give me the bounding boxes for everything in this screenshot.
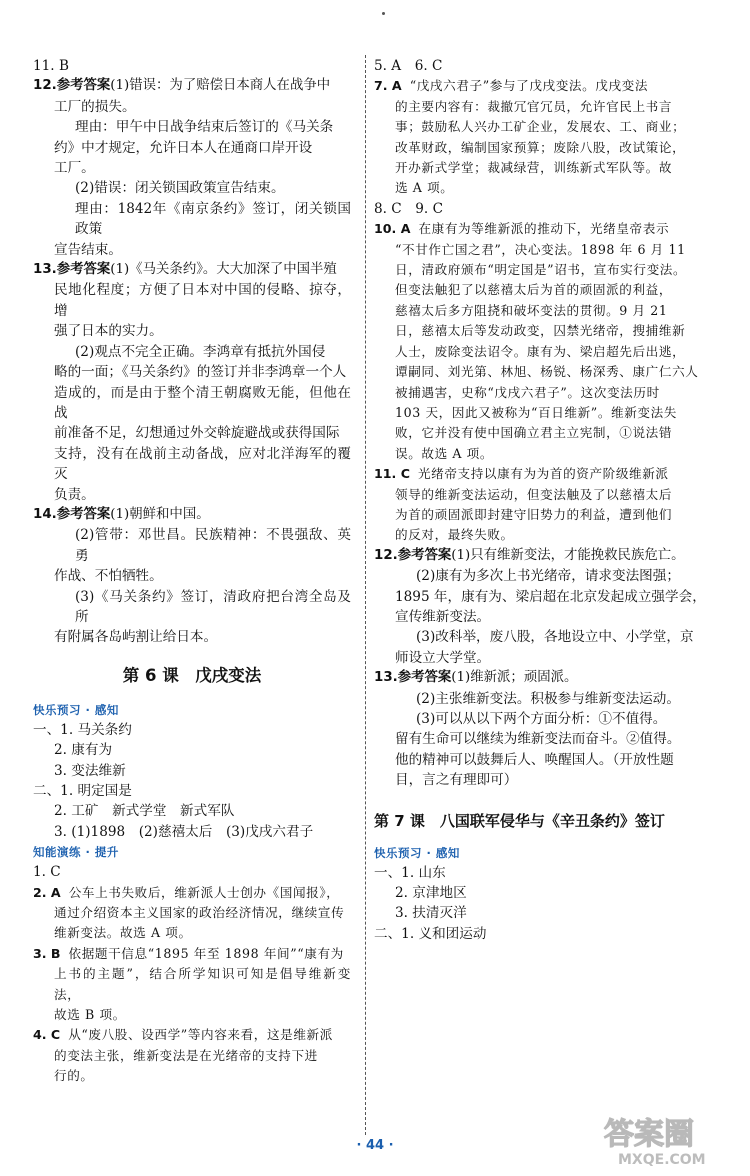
- text-line: 慈禧太后多方阻挠和破坏变法的贯彻。9 月 21: [395, 302, 668, 318]
- question-number: 12.: [374, 547, 398, 563]
- text-line: 事；鼓励私人兴办工矿企业，发展农、工、商业；: [395, 119, 686, 135]
- text-line: 但变法触犯了以慈禧太后为首的顽固派的利益，: [395, 282, 673, 298]
- text-line: 2. 工矿 新式学堂 新式军队: [54, 803, 235, 820]
- question-number: 2. A: [33, 884, 61, 900]
- section-heading: 快乐预习 · 感知: [374, 845, 460, 860]
- text-line: 通过介绍资本主义国家的政治经济情况，继续宣传: [54, 905, 345, 921]
- text-line: 作战、不怕牺牲。: [54, 568, 163, 585]
- answer-line: [374, 668, 724, 688]
- text-line: 改革财政，编制国家预算；废除八股，改试策论，: [395, 139, 686, 155]
- question-number: 12.: [33, 78, 57, 94]
- answer-text: (1)只有维新变法，才能挽救民族危亡。: [451, 547, 685, 563]
- text-line: 维新变法。故选 A 项。: [54, 925, 192, 941]
- question-number: 4. C: [33, 1027, 61, 1043]
- text-line: 一、1. 马关条约: [33, 721, 132, 738]
- text-line: 1895 年，康有为、梁启超在北京发起成立强学会，: [395, 588, 706, 605]
- text-line: 略的一面；《马关条约》的签订并非李鸿章一个人: [54, 364, 347, 381]
- answer-label: 参考答案: [397, 547, 452, 563]
- answer-label: 参考答案: [56, 262, 111, 278]
- text-line: 选 A 项。: [395, 180, 454, 196]
- watermark-logo: [600, 1108, 742, 1170]
- answer-line: [374, 546, 724, 566]
- text-line: 领导的维新变法运动，但变法触及了以慈禧太后: [395, 486, 673, 502]
- explanation-line: [374, 464, 724, 484]
- section-heading: 快乐预习 · 感知: [33, 702, 119, 717]
- explanation-line: [33, 883, 351, 903]
- explanation-line: [374, 76, 724, 96]
- answer-label: 参考答案: [56, 78, 111, 94]
- question-number: 10. A: [374, 221, 411, 237]
- text-line: 理由：1842年《南京条约》签订，闭关锁国政策: [75, 200, 351, 238]
- text-line: 日，清政府颁布“明定国是”诏书，宣布实行变法。: [395, 262, 687, 278]
- answer-line: [33, 260, 351, 280]
- question-number: 13.: [374, 670, 398, 686]
- text-line: 为首的顽固派即封建守旧势力的利益，遭到他们: [395, 506, 673, 522]
- answer-line: [33, 505, 351, 525]
- answer-text: (1)《马关条约》。大大加深了中国半殖: [110, 262, 337, 278]
- text-line: 宣传维新变法。: [395, 608, 491, 625]
- explanation-line: [33, 944, 351, 964]
- text-line: (2)康有为多次上书光绪帝，请求变法图强；: [416, 568, 680, 585]
- question-number: 11. C: [374, 466, 410, 482]
- text-line: (2)主张维新变法。积极参与维新变法运动。: [416, 690, 680, 707]
- text-line: 负责。: [54, 486, 95, 503]
- text-line: (3)改科举，废八股，各地设立中、小学堂，京: [416, 629, 694, 646]
- section-heading: 知能演练 · 提升: [33, 845, 119, 860]
- answer-text: (1)朝鲜和中国。: [110, 506, 210, 522]
- text-line: 人士，废除变法诏令。康有为、梁启超先后出逃，: [395, 343, 686, 359]
- lesson-title: 第 6 课 戊戌变法: [122, 665, 262, 685]
- text-line: (2)观点不完全正确。李鸿章有抵抗外国侵: [75, 343, 326, 360]
- text-line: 强了日本的实力。: [54, 323, 163, 340]
- text-line: 2. 京津地区: [395, 885, 467, 902]
- text-line: 谭嗣同、刘光第、林旭、杨锐、杨深秀、康广仁六人: [395, 364, 699, 380]
- explanation-text: 公车上书失败后，维新派人士创办《国闻报》，: [68, 884, 340, 900]
- text-line: 理由：甲午中日战争结束后签订的《马关条: [75, 119, 334, 136]
- text-line: 约》中才规定，允许日本人在通商口岸开设: [54, 139, 313, 156]
- text-line: 败，它并没有使中国确立君主立宪制，①说法错: [395, 425, 673, 441]
- text-line: 上书的主题”，结合所学知识可知是倡导维新变法，: [54, 966, 351, 1002]
- scan-dot: [382, 12, 385, 15]
- text-line: “不甘作亡国之君”，决心变法。1898 年 6 月 11: [395, 241, 686, 257]
- answer-label: 参考答案: [397, 670, 452, 686]
- text-line: 二、1. 义和团运动: [374, 925, 487, 942]
- explanation-line: [33, 1025, 351, 1045]
- text-line: 103 天，因此又被称为“百日维新”。维新变法失: [395, 404, 678, 420]
- watermark-bottom-text: MXQE.COM: [618, 1152, 706, 1168]
- text-line: 开办新式学堂；裁减绿营，训练新式军队等。故: [395, 160, 673, 176]
- text-line: 造成的，而是由于整个清王朝腐败无能，但他在战: [54, 384, 351, 421]
- explanation-text: “戊戌六君子”参与了戊戌变法。戊戌变法: [409, 78, 649, 94]
- explanation-text: 从“废八股、设西学”等内容来看，这是维新派: [68, 1027, 333, 1043]
- question-number: 13.: [33, 262, 57, 278]
- text-line: 11. B: [33, 58, 69, 74]
- text-line: 8. C 9. C: [374, 200, 443, 217]
- right-column: [374, 56, 724, 944]
- lesson-title: 第 7 课 八国联军侵华与《辛丑条约》签订: [374, 811, 665, 830]
- text-line: 3. (1)1898 (2)慈禧太后 (3)戊戌六君子: [54, 823, 314, 840]
- text-line: 他的精神可以鼓舞后人、唤醒国人。（开放性题: [395, 751, 674, 768]
- column-divider: [365, 55, 366, 1135]
- text-line: 一、1. 山东: [374, 864, 446, 881]
- text-line: 故选 B 项。: [54, 1007, 126, 1023]
- answer-label: 参考答案: [56, 506, 111, 522]
- question-number: 14.: [33, 506, 57, 522]
- text-line: 日，慈禧太后等发动政变，囚禁光绪帝，搜捕维新: [395, 323, 686, 339]
- text-line: 宣告结束。: [54, 241, 122, 258]
- text-line: 有附属各岛屿割让给日本。: [54, 629, 218, 646]
- text-line: (2)错误：闭关锁国政策宣告结束。: [75, 180, 285, 197]
- text-line: 民地化程度；方便了日本对中国的侵略、掠夺，增: [54, 282, 351, 319]
- text-line: 支持，没有在战前主动备战，应对北洋海军的覆灭: [54, 445, 351, 483]
- text-line: 1. C: [33, 864, 61, 881]
- text-line: 行的。: [54, 1068, 94, 1084]
- text-line: (3)可以从以下两个方面分析：①不值得。: [416, 711, 667, 727]
- text-line: 5. A 6. C: [374, 58, 443, 74]
- question-number: 3. B: [33, 945, 61, 961]
- explanation-line: [374, 219, 724, 239]
- text-line: 留有生命可以继续为维新变法而奋斗。②值得。: [395, 731, 681, 748]
- text-line: 3. 变法维新: [54, 762, 126, 779]
- text-line: 的反对，最终失败。: [395, 527, 514, 543]
- explanation-text: 光绪帝支持以康有为为首的资产阶级维新派: [417, 466, 669, 482]
- answer-line: [33, 76, 351, 96]
- text-line: 误。故选 A 项。: [395, 445, 494, 461]
- page-number: · 44 ·: [356, 1138, 394, 1153]
- text-line: 被捕遇害，史称“戊戌六君子”。这次变法历时: [395, 384, 660, 400]
- text-line: 二、1. 明定国是: [33, 783, 132, 799]
- text-line: 的变法主张，维新变法是在光绪帝的支持下进: [54, 1047, 318, 1063]
- watermark-top-text: 答案圈: [604, 1117, 694, 1152]
- text-line: 师设立大学堂。: [395, 649, 491, 666]
- text-line: 工厂。: [54, 160, 95, 177]
- text-line: 的主要内容有：裁撤冗官冗员，允许官民上书言: [395, 98, 673, 114]
- text-line: (2)管带：邓世昌。民族精神：不畏强敌、英勇: [75, 527, 351, 564]
- explanation-text: 在康有为等维新派的推动下，光绪皇帝表示: [418, 221, 670, 237]
- text-line: 工厂的损失。: [54, 98, 136, 115]
- question-number: 7. A: [374, 78, 402, 94]
- explanation-text: 依据题干信息“1895 年至 1898 年间”“康有为: [68, 945, 344, 961]
- text-line: 目，言之有理即可）: [395, 772, 518, 789]
- answer-text: (1)维新派；顽固派。: [451, 670, 578, 686]
- text-line: 前准备不足，幻想通过外交斡旋避战或获得国际: [54, 425, 340, 442]
- answer-text: (1)错误：为了赔偿日本商人在战争中: [110, 78, 331, 94]
- text-line: 2. 康有为: [54, 742, 113, 759]
- left-column: [33, 56, 351, 1087]
- text-line: (3)《马关条约》签订，清政府把台湾全岛及所: [75, 588, 351, 625]
- text-line: 3. 扶清灭洋: [395, 905, 467, 922]
